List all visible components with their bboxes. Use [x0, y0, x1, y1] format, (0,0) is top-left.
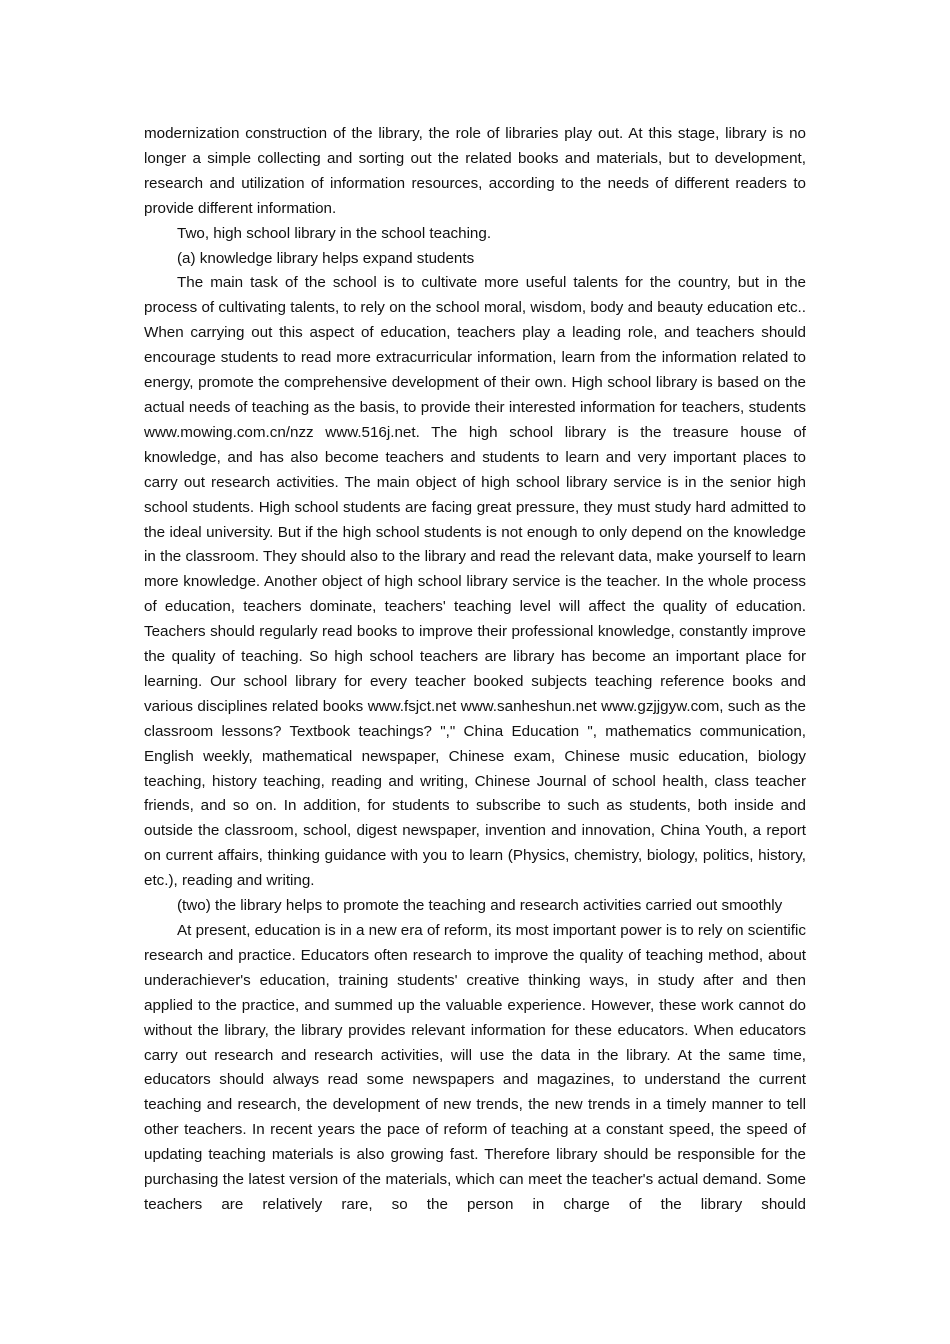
body-paragraph-knowledge: The main task of the school is to cultivate more useful talents for the country, but in the process of cultivating talents, to rely on the school moral, wisdom, body and beauty education etc.. When carrying out this aspect of education, teachers play a leading role, and teachers should encourage students to read more extracurricular information, learn from the information related to energy, promote the comprehensive development of their own. High school library is based on the actual needs of teaching as the basis, to provide their interested information for teachers, students www.mowing.com.cn/nzz www.516j.net. The high school library is the treasure house of knowledge, and has also become teachers and students to learn and very important places to carry out research activities. The main object of high school library service is in the senior high school students. High school students are facing great pressure, they must study hard admitted to the ideal university. But if the high school students is not enough to only depend on the knowledge in the classroom. They should also to the library and read the relevant data, make yourself to learn more knowledge. Another object of high school library service is the teacher. In the whole process of education, teachers dominate, teachers' teaching level will affect the quality of education. Teachers should regularly read books to improve their professional knowledge, constantly improve the quality of teaching. So high school teachers are library has become an important place for learning. Our school library for every teacher booked subjects teaching reference books and various disciplines related books www.fsjct.net www.sanheshun.net www.gzjjgyw.com, such as the classroom lessons? Textbook teachings? "," China Education ", mathematics communication, English weekly, mathematical newspaper, Chinese exam, Chinese music education, biology teaching, history teaching, reading and writing, Chinese Journal of school health, class teacher friends, and so on. In addition, for students to subscribe to such as students, both inside and outside the classroom, school, digest newspaper, invention and innovation, China Youth, a report on current affairs, thinking guidance with you to learn (Physics, chemistry, biology, politics, history, etc.), reading and writing.: [144, 274, 806, 890]
subsection-heading-a: (a) knowledge library helps expand students: [177, 249, 475, 267]
document-page: [144, 122, 806, 1218]
subsection-heading-two: (two) the library helps to promote the teaching and research activities carried out smoothly: [177, 897, 783, 915]
body-paragraph-research: At present, education is in a new era of reform, its most important power is to rely on scientific research and practice. Educators often research to improve the quality of teaching method, about underachiever's education, training students' creative thinking ways, in study after and then applied to the practice, and summed up the valuable experience. However, these work cannot do without the library, the library provides relevant information for these educators. When educators carry out research and research activities, will use the data in the library. At the same time, educators should always read some newspapers and magazines, to understand the current teaching and research, the development of new trends, the new trends in a timely manner to tell other teachers. In recent years the pace of reform of teaching at a constant speed, the speed of updating teaching materials is also growing fast. Therefore library should be responsible for the purchasing the latest version of the materials, which can meet the teacher's actual demand. Some teachers are relatively rare, so the person in charge of the library should: [144, 922, 806, 1213]
section-heading-two: Two, high school library in the school teaching.: [177, 224, 492, 242]
body-paragraph-continuation: modernization construction of the library, the role of libraries play out. At this stage, library is no longer a simple collecting and sorting out the related books and materials, but to development, research and utilization of information resources, according to the needs of different readers to provide different information.: [144, 125, 806, 217]
